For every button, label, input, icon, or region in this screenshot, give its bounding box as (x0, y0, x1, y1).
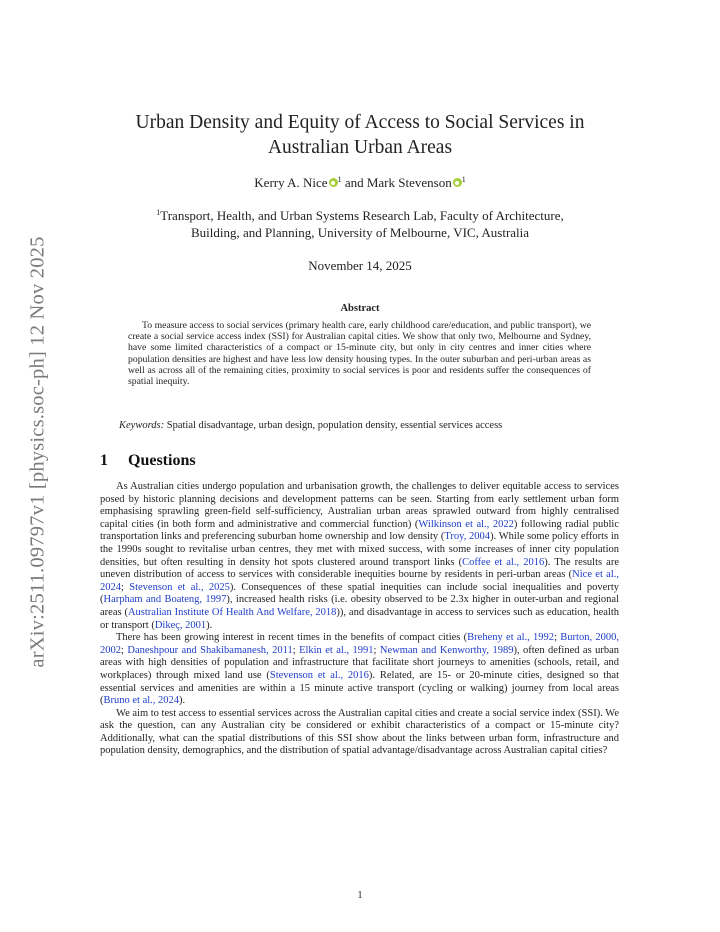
citation-link[interactable]: Dikeç, 2001 (154, 619, 207, 631)
title-line-1: Urban Density and Equity of Access to Social Services in (135, 112, 585, 133)
citation-link[interactable]: Wilkinson et al., 2022 (418, 518, 514, 530)
keywords-list: Spatial disadvantage, urban design, population density, essential services access (166, 420, 503, 431)
body-text-run: ; (292, 644, 300, 656)
body-text-run: )), and disadvantage in access to services such as education, health or transport ( (100, 606, 619, 631)
citation-link[interactable]: Elkin et al., 1991 (299, 644, 374, 656)
body-text-run: ). Consequences of these spatial inequities can include social inequalities and poverty ( (100, 581, 619, 606)
body-paragraph (100, 708, 619, 758)
arxiv-identifier[interactable]: arXiv:2511.09797v1 [physics.soc-ph] 12 Nov 2025 (26, 236, 49, 668)
abstract-text: To measure access to social services (primary health care, early childhood care/education, and public transport), we create a social service access index (SSI) for Australian capital cities. We show that only two, Melbourne and Sydney, have some limited characteristics of a compact or 15-minute city, but only in city centres and inner cities where population densities are highest and have less low density housing types. In the outer suburban and peri-urban areas as well as across all of the remaining cities, proximity to social services is poor and residents suffer the consequences of spatial inequity. (128, 320, 591, 388)
body-text-run: ). (179, 695, 186, 707)
body-text-run: ). The results are uneven distribution of access to services with considerable inequities bourne by residents in peri-urban areas ( (100, 556, 619, 581)
author-separator: and (344, 175, 364, 190)
body-text-run: ). (206, 619, 213, 631)
orcid-icon[interactable] (453, 178, 462, 187)
publication-date: November 14, 2025 (308, 258, 412, 273)
page-number: 1 (357, 890, 363, 901)
affiliation-mark: 1 (461, 175, 466, 184)
author-list (100, 175, 620, 191)
keywords-label: Keywords: (119, 420, 165, 431)
citation-link[interactable]: Bruno et al., 2024 (103, 695, 180, 707)
section-heading (100, 452, 196, 470)
citation-link[interactable]: Troy, 2004 (444, 531, 491, 543)
body-text-run: ). Related, are 15- or 20-minute cities, designed so that essential services and amenities are within a 15 minute active transport (cycling or walking) journey from local areas ( (100, 669, 619, 707)
body-text-run: ; (554, 632, 561, 644)
citation-link[interactable]: Burton, 2000, 2002 (100, 632, 619, 656)
body-text-run: ; (121, 644, 128, 656)
body-text-run: ), increased health risks (i.e. obesity observed to be 2.3x higher in outer-urban and regional areas ( (100, 594, 619, 618)
citation-link[interactable]: Stevenson et al., 2016 (269, 669, 369, 681)
body-text-run: ; (121, 581, 130, 593)
citation-link[interactable]: Nice et al., 2024 (100, 569, 619, 593)
abstract-heading: Abstract (340, 303, 380, 314)
body-paragraph (100, 481, 619, 632)
paper-title (100, 110, 620, 160)
affiliation-mark: 1 (337, 175, 342, 184)
body-text-run: We aim to test access to essential services across the Australian capital cities and create a social service index (SSI). We ask the question, can any Australian city be considered or exhibit characteristics of a compact or 15-minute city? Additionally, what can the spatial distributions of this SSI show about the links between urban form, infrastructure and population density, demographics, and the distribution of spatial advantage/disadvantage across Australian capital cities? (100, 707, 619, 757)
citation-link[interactable]: Stevenson et al., 2025 (129, 581, 230, 593)
citation-link[interactable]: Harpham and Boateng, 1997 (103, 594, 227, 606)
body-text-run: ) following radial public transportation links and preferencing suburban home ownership and low density ( (100, 518, 619, 543)
body-text-run: ). While some policy efforts in the 1990s sought to revitalise urban centres, they met with mixed success, with some increases of inner city population densities, but often resulting in density hot spots clustered around transport links ( (100, 531, 619, 568)
author-name: Kerry A. Nice (254, 175, 328, 190)
affiliation-line: Building, and Planning, University of Melbourne, VIC, Australia (190, 225, 530, 240)
body-text-run: ; (373, 644, 380, 656)
section-number: 1 (100, 452, 108, 469)
citation-link[interactable]: Coffee et al., 2016 (462, 556, 545, 568)
body-paragraph (100, 632, 619, 708)
citation-link[interactable]: Daneshpour and Shakibamanesh, 2011 (127, 644, 293, 656)
affiliation (100, 204, 620, 241)
body-text-run: ), often defined as urban areas with high densities of population and infrastructure that facilitate short journeys to amenities (schools, retail, and workplaces) through mixed land use ( (100, 644, 620, 681)
citation-link[interactable]: Newman and Kenworthy, 1989 (379, 644, 514, 656)
body-text-run: As Australian cities undergo population and urbanisation growth, the challenges to deliver equitable access to services posed by historic planning decisions and development patterns can be seen. Starting from early settlement urban form emphasising sprawling green-field self-sufficiency, Australian urban areas sprawled outward from highly centralised capital cities (in both form and administrative and commercial function) ( (100, 481, 619, 530)
affiliation-line: $^1$Transport, Health, and Urban Systems Research Lab, Faculty of Architecture, (156, 208, 564, 223)
orcid-icon[interactable] (329, 178, 338, 187)
section-body (100, 481, 619, 758)
body-text-run: There has been growing interest in recent times in the benefits of compact cities ( (116, 632, 468, 644)
keywords (119, 420, 609, 431)
section-title: Questions (128, 452, 196, 469)
citation-link[interactable]: Breheny et al., 1992 (467, 632, 555, 644)
author-name: Mark Stevenson (366, 175, 452, 190)
title-line-2: Australian Urban Areas (267, 137, 453, 158)
citation-link[interactable]: Australian Institute Of Health And Welfare, 2018 (127, 606, 337, 618)
affiliation-mark: 1 (156, 208, 161, 217)
